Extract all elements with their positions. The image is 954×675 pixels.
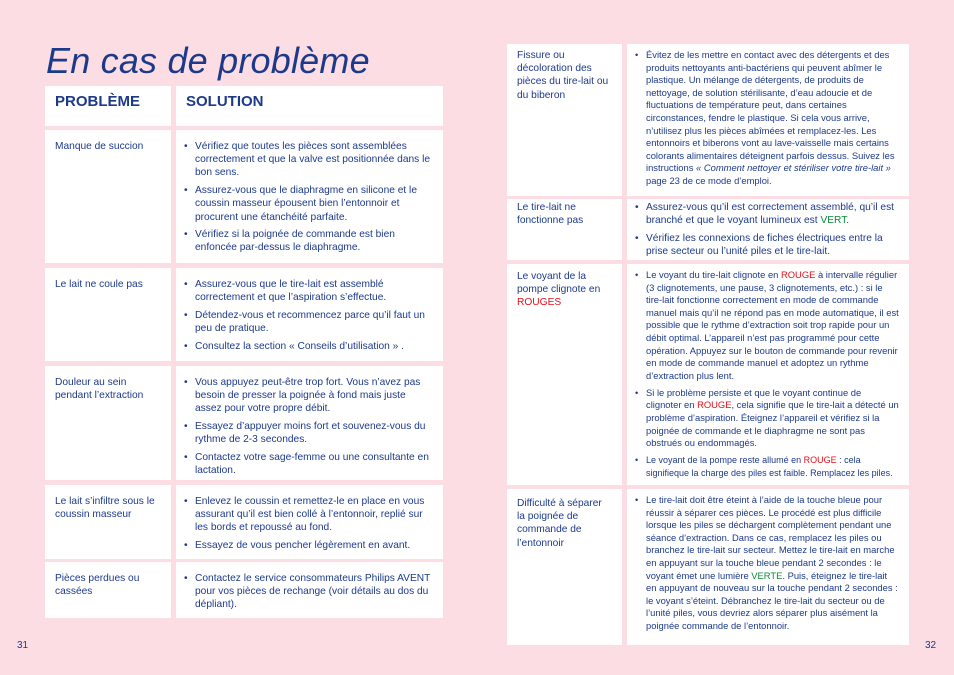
problem-cell [507,489,622,645]
solution-text-end: . [846,215,850,227]
solution-item: • Vérifiez que toutes les pièces sont assemblées correctement et que la valve est positionnée dans le bon sens. [184,140,433,180]
solution-item [635,454,899,479]
problem-text: Douleur au sein pendant l’extraction [55,377,144,402]
solution-item: • Essayez de vous pencher légèrement en avant. [184,539,433,552]
solution-reference: « Comment nettoyer et stériliser votre tire-lait » [696,162,891,174]
solution-item: • Essayez d’appuyer moins fort et souvenez-vous du rythme de 2-3 secondes. [184,420,433,446]
solution-item [635,201,899,227]
problem-text: Fissure ou décoloration des pièces du tire-lait ou du biberon [517,50,609,101]
solution-item: • Détendez-vous et recommencez parce qu’il faut un peu de pratique. [184,309,433,335]
problem-text: Le lait s’infiltre sous le coussin masseur [55,496,155,521]
solution-cell [176,130,443,263]
problem-text: Le tire-lait ne fonctionne pas [517,202,584,227]
solution-header [176,86,443,126]
solution-header-label: SOLUTION [186,93,264,110]
solution-cell [176,268,443,361]
status-red: ROUGES [517,297,562,309]
solution-item [635,269,899,382]
status-red: ROUGE [697,399,732,411]
problem-text: Pièces perdues ou cassées [55,573,140,598]
solution-item: • Assurez-vous que le diaphragme en silicone et le coussin masseur épousent bien l’entonnoir et procurent une étanchéité parfaite. [184,184,433,224]
problem-header [45,86,171,126]
solution-cell [627,489,909,645]
solution-cell [176,485,443,559]
page-number-right: 32 [925,640,937,651]
page-title: En cas de problème [46,40,370,81]
solution-text-end: : cela signifieque la charge des piles est faible. Remplacez les piles. [646,455,893,478]
solution-cell [627,264,909,485]
solution-item [635,387,899,450]
solution-cell [627,199,909,260]
solution-text-end: page 23 de ce mode d’emploi. [646,174,772,186]
problem-cell [45,485,171,559]
problem-text: Le lait ne coule pas [55,279,143,290]
solution-text-end: , cela signifie que le tire-lait a détecté un problème d’aspiration. Éteignez l’appareil et vérifiez si la poignée de commande et le diaphragme ne sont pas obstrués ou endommagés. [646,399,899,449]
solution-cell [176,562,443,618]
page-number-left: 31 [17,640,29,651]
problem-cell [507,44,622,196]
problem-text: Le voyant de la pompe clignote en [517,271,601,296]
problem-cell [507,264,622,485]
problem-cell [45,562,171,618]
solution-item: • Enlevez le coussin et remettez-le en place en vous assurant qu’il est bien collé à l’entonnoir, replié sur les bords et repoussé au fond. [184,495,433,535]
solution-item [635,49,899,188]
status-red: ROUGE [803,455,837,466]
solution-item: • Vous appuyez peut-être trop fort. Vous n’avez pas besoin de presser la poignée à fond mais juste assez pour votre propre débit. [184,376,433,416]
solution-cell [627,44,909,196]
solution-item: • Vérifiez les connexions de fiches électriques entre la prise secteur ou l’unité piles et le tire-lait. [635,232,899,258]
status-red: ROUGE [780,269,816,280]
solution-item: • Vérifiez si la poignée de commande est bien enfoncée par-dessus le diaphragme. [184,228,433,254]
solution-text-end: . Puis, éteignez le tire-lait en appuyant de nouveau sur la touche pendant 2 secondes : le voyant s’éteint. Débranchez le tire-lait du secteur ou de l’unité piles, vous devriez alors séparer plus aisément la poignée commande de l’entonnoir. [646,569,898,631]
solution-item: • Consultez la section « Conseils d’utilisation » . [184,340,433,353]
solution-text-end: à intervalle régulier (3 clignotements, une pause, 3 clignotements, etc.) : si le tire-lait fonctionne correctement en mode de commande manuel mais qu’il ne répond pas en mode automatique, il est possible que le rythme d’extraction soit trop rapide pour un débit optimal. L’appareil n’est pas programmé pour cette opération. Appuyez sur le bouton de commande pour revenir en mode de commande manuel et adoptez un rythme d’extraction plus lent. [646,269,899,381]
problem-cell [507,199,622,260]
solution-cell [176,366,443,480]
solution-item: • Contactez votre sage-femme ou une consultante en lactation. [184,451,433,477]
solution-text: Si le problème persiste et que le voyant continue de clignoter en [646,386,862,411]
problem-cell [45,268,171,361]
problem-text: Manque de succion [55,141,144,152]
solution-text: Assurez-vous qu’il est correctement assemblé, qu’il est branché et que le voyant lumineux est [646,202,894,227]
solution-item: • Assurez-vous que le tire-lait est assemblé correctement et que l’aspiration s’effectue. [184,278,433,304]
problem-text: Difficulté à séparer la poignée de commande de l’entonnoir [517,498,602,549]
solution-text: Le tire-lait doit être éteint à l’aide de la touche bleue pour réussir à séparer ces pièces. Le procédé est plus difficile lorsque les piles se déchargent complètement pendant une séance d’extraction. Dans ce cas, remplacez les piles ou branchez le tire-lait sur secteur. Mettez le tire-lait en marche en appuyant sur la touche bleue pendant 2 secondes : le voyant émet une lumière [646,494,895,581]
solution-text: Le voyant du tire-lait clignote en [646,269,781,280]
solution-text: Évitez de les mettre en contact avec des détergents et des produits nettoyants anti-bactériens qui peuvent abîmer le plastique. Un mélange de détergents, de produits de nettoyage, de solution stérilisante, d’eau adoucie et de fluctuations de température peut, dans certaines circonstances, fendre le plastique. Si cela vous arrive, n’utilisez plus les pièces abîmées et remplacez-les. Les entonnoirs et biberons vont au lave-vaisselle mais certains colorants alimentaires déteignent parfois dessus. Suivez les instructions [646,49,895,174]
problem-cell [45,130,171,263]
solution-text: Le voyant de la pompe reste allumé en [646,455,804,466]
solution-item: • Contactez le service consommateurs Philips AVENT pour vos pièces de rechange (voir détails au dos du dépliant). [184,572,433,612]
problem-cell [45,366,171,480]
problem-header-label: PROBLÈME [55,93,141,110]
solution-item [635,494,899,633]
status-green: VERTE [751,569,783,581]
status-green: VERT [820,215,847,227]
